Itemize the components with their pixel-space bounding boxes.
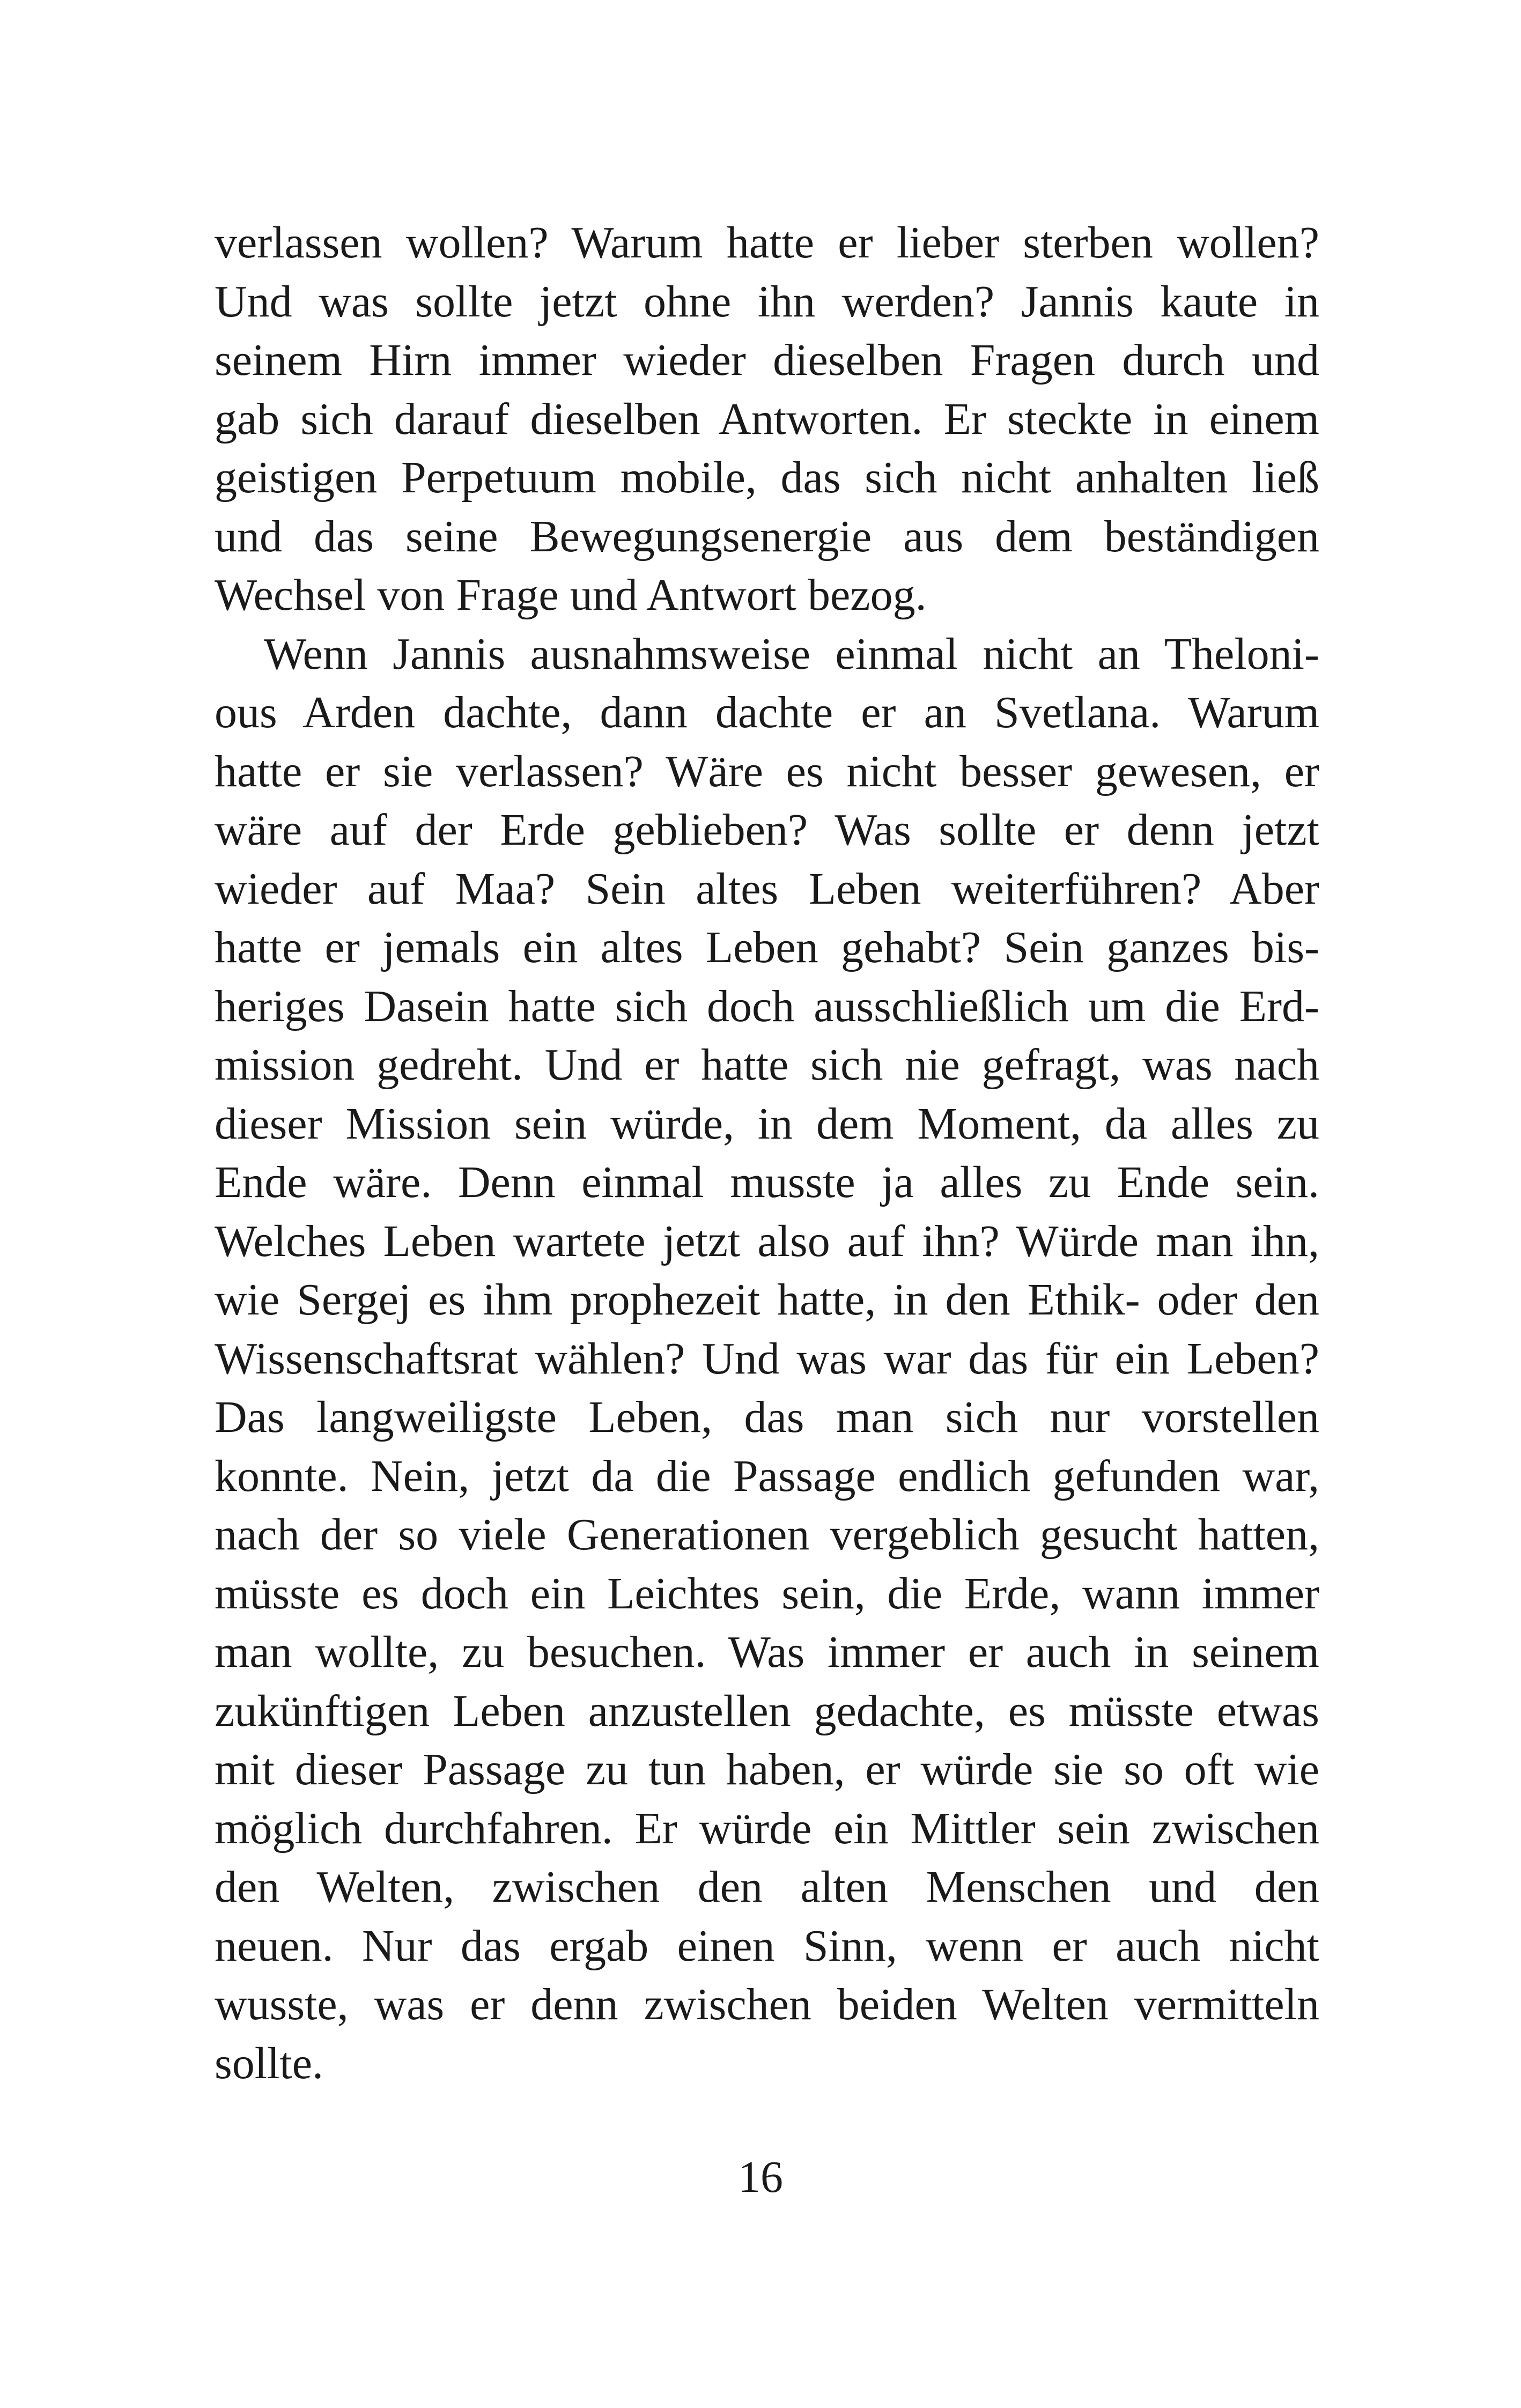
text-line: gab sich darauf dieselben Antworten. Er steckte in einem [215,394,1319,444]
text-line: wie Sergej es ihm prophezeit hatte, in den Ethik- oder den [215,1275,1319,1325]
text-line: zukünftigen Leben anzustellen gedachte, es müsste etwas [215,1686,1319,1736]
text-line: mission gedreht. Und er hatte sich nie gefragt, was nach [215,1040,1319,1090]
page-number: 16 [738,2152,783,2202]
text-line: heriges Dasein hatte sich doch ausschließlich um die Erd- [215,981,1319,1031]
body-text [215,213,1319,2093]
text-line: müsste es doch ein Leichtes sein, die Erde, wann immer [215,1568,1319,1619]
text-line: mit dieser Passage zu tun haben, er würde sie so oft wie [215,1745,1319,1794]
text-line: man wollte, zu besuchen. Was immer er auch in seinem [215,1627,1319,1677]
text-line: wieder auf Maa? Sein altes Leben weiterführen? Aber [215,863,1319,914]
text-line: ous Arden dachte, dann dachte er an Svetlana. Warum [215,688,1319,737]
text-line: Wissenschaftsrat wählen? Und was war das für ein Leben? [215,1333,1319,1384]
text-line: wusste, was er denn zwischen beiden Welten vermitteln [215,1979,1319,2029]
text-line: nach der so viele Generationen vergeblich gesucht hatten, [215,1510,1319,1560]
text-line: Das langweiligste Leben, das man sich nur vorstellen [215,1392,1319,1442]
text-line: und das seine Bewegungsenergie aus dem beständigen [215,511,1319,562]
text-line: verlassen wollen? Warum hatte er lieber sterben wollen? [215,218,1319,268]
text-line: hatte er jemals ein altes Leben gehabt? Sein ganzes bis- [215,922,1319,972]
text-line: neuen. Nur das ergab einen Sinn, wenn er auch nicht [215,1921,1319,1971]
text-line: den Welten, zwischen den alten Menschen und den [215,1862,1319,1912]
text-line: Wechsel von Frage und Antwort bezog. [215,570,927,620]
text-line: geistigen Perpetuum mobile, das sich nicht anhalten ließ [215,453,1319,503]
text-line: hatte er sie verlassen? Wäre es nicht besser gewesen, er [215,746,1319,796]
text-line: Und was sollte jetzt ohne ihn werden? Jannis kaute in [215,276,1319,327]
text-line: konnte. Nein, jetzt da die Passage endlich gefunden war, [215,1451,1319,1501]
text-line: Wenn Jannis ausnahmsweise einmal nicht an Theloni- [264,629,1319,679]
text-line: Ende wäre. Denn einmal musste ja alles zu Ende sein. [215,1157,1319,1207]
text-line: möglich durchfahren. Er würde ein Mittler sein zwischen [215,1803,1319,1853]
paragraph-2 [215,625,1319,2093]
text-line: seinem Hirn immer wieder dieselben Fragen durch und [215,335,1319,385]
text-line: Welches Leben wartete jetzt also auf ihn? Würde man ihn, [215,1216,1319,1266]
text-line: wäre auf der Erde geblieben? Was sollte er denn jetzt [215,805,1319,855]
text-line: dieser Mission sein würde, in dem Moment, da alles zu [215,1098,1319,1149]
text-line: sollte. [215,2038,323,2088]
paragraph-1 [215,213,1319,625]
